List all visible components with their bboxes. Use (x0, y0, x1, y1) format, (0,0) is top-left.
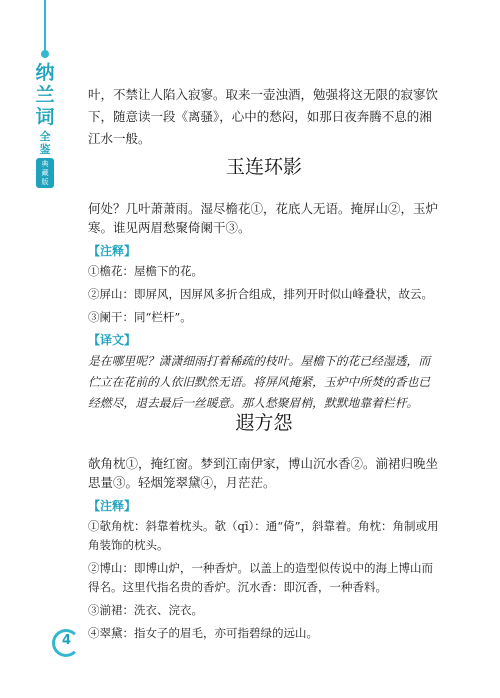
note-item: ②博山：即博山炉，一种香炉。以盖上的造型似传说中的海上博山而得名。这里代指名贵的香炉。沉水香：即沉香，一种香料。 (88, 561, 433, 594)
intro-paragraph: 叶，不禁让人陷入寂寥。取来一壶浊酒，勉强将这无限的寂寥饮下，随意读一段《离骚》，心中的愁闷，如那日夜奔腾不息的湘江水一般。 (88, 87, 439, 146)
notes-label: 【注释】 (88, 499, 137, 513)
translation-text: 是在哪里呢？潇潇细雨打着稀疏的枝叶。屋檐下的花已经湿透，而伫立在花前的人依旧默然无语。将屏风掩紧，玉炉中所焚的香也已经燃尽，退去最后一丝暖意。那人愁聚眉梢，默默地靠着栏杆。 (88, 354, 431, 410)
book-title: 纳 兰 词 (35, 62, 55, 128)
note-item: ④翠黛：指女子的眉毛，亦可指碧绿的远山。 (88, 626, 318, 640)
edition-badge: 典 藏 版 (36, 158, 54, 188)
poem-title: 遐方怨 (235, 412, 293, 434)
book-subtitle: 全 鉴 (39, 130, 51, 156)
note-item: ①欹角枕：斜靠着枕头。欹（qī）：通“倚”，斜靠着。角枕：角制或用角装饰的枕头。 (88, 519, 439, 552)
poem-text: 欹角枕①，掩红窗。梦到江南伊家，博山沉水香②。湔裙归晚坐思量③。轻烟笼翠黛④，月茫茫。 (88, 456, 439, 490)
sidebar-decoration (0, 0, 58, 200)
note-item: ①檐花：屋檐下的花。 (88, 264, 203, 278)
sidebar-line (44, 0, 46, 52)
notes-label: 【注释】 (88, 244, 137, 258)
page-number (52, 629, 78, 655)
poem-title: 玉连环影 (225, 156, 302, 178)
note-item: ③阑干：同“栏杆”。 (88, 310, 192, 324)
page-number-text: 4 (62, 633, 72, 648)
note-item: ③湔裙：洗衣、浣衣。 (88, 603, 203, 617)
poem-text: 何处？几叶萧萧雨。湿尽檐花①，花底人无语。掩屏山②，玉炉寒。谁见两眉愁聚倚阑干③。 (88, 201, 439, 235)
poem-section (88, 454, 440, 647)
note-item: ②屏山：即屏风，因屏风多折合组成，排列开时似山峰叠状，故云。 (88, 287, 433, 301)
translation-label: 【译文】 (88, 333, 137, 347)
poem-section (88, 199, 440, 414)
sidebar-dot (41, 50, 49, 58)
